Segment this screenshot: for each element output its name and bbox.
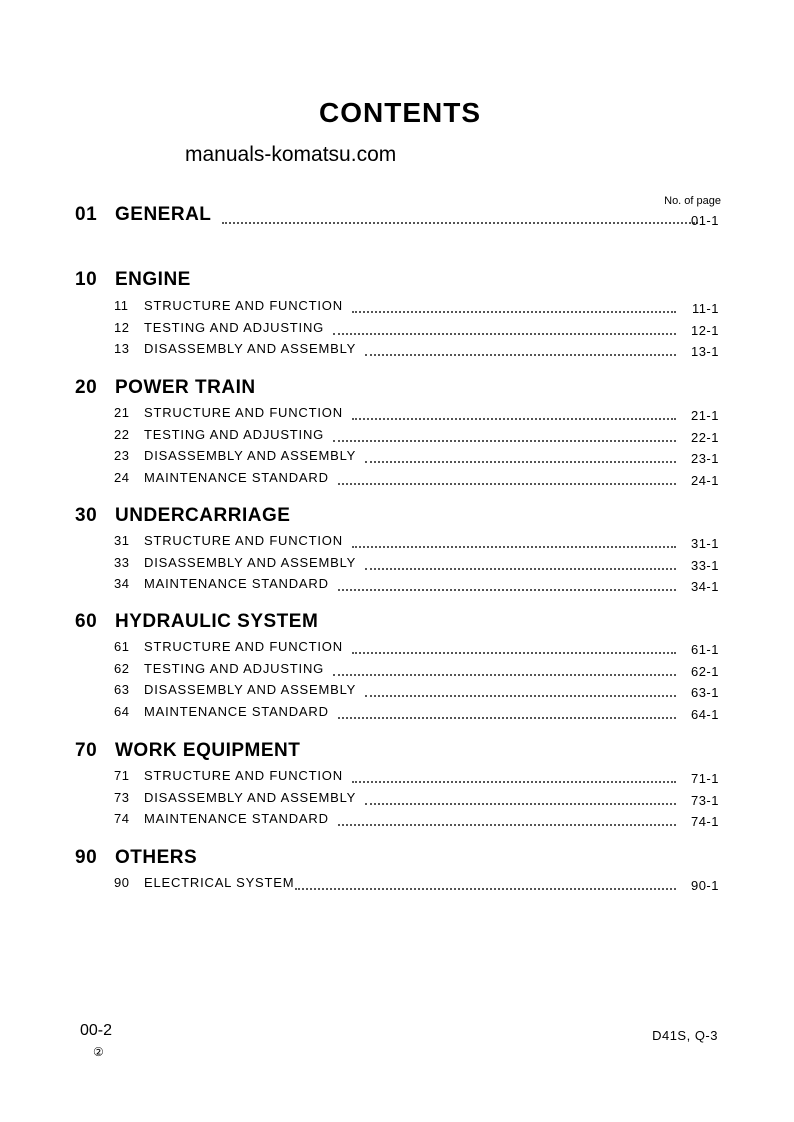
page-column-header: No. of page bbox=[664, 195, 721, 207]
toc-entry[interactable] bbox=[0, 704, 794, 726]
section-title: WORK EQUIPMENT bbox=[115, 740, 301, 761]
leader-dots bbox=[352, 780, 676, 783]
leader-dots bbox=[352, 417, 676, 420]
watermark-text: manuals-komatsu.com bbox=[185, 143, 397, 166]
entry-title: ELECTRICAL SYSTEM bbox=[144, 875, 295, 890]
entry-title: TESTING AND ADJUSTING bbox=[144, 426, 325, 442]
entry-number: 23 bbox=[114, 448, 130, 463]
leader-dots bbox=[352, 310, 676, 313]
section-heading[interactable] bbox=[0, 269, 794, 291]
section-title: HYDRAULIC SYSTEM bbox=[115, 611, 319, 632]
toc-entry[interactable] bbox=[0, 533, 794, 555]
leader-dots bbox=[365, 802, 676, 805]
footer-page-code: 00-2 bbox=[80, 1022, 113, 1039]
leader-dots bbox=[295, 887, 676, 890]
leader-dots bbox=[365, 460, 676, 463]
toc-entry[interactable] bbox=[0, 341, 794, 363]
entry-title: STRUCTURE AND FUNCTION bbox=[144, 533, 343, 548]
section-title: OTHERS bbox=[115, 847, 198, 868]
entry-title: STRUCTURE AND FUNCTION bbox=[144, 768, 343, 783]
section-heading[interactable] bbox=[0, 611, 794, 633]
toc-entry[interactable] bbox=[0, 470, 794, 492]
toc-entry[interactable] bbox=[0, 768, 794, 790]
entry-number: 22 bbox=[114, 426, 130, 442]
toc-entry[interactable] bbox=[0, 875, 794, 897]
section-heading[interactable] bbox=[0, 505, 794, 527]
toc-entry[interactable] bbox=[0, 320, 794, 342]
page-number: 24-1 bbox=[690, 472, 719, 488]
page-number: 01-1 bbox=[690, 213, 719, 228]
entry-title: STRUCTURE AND FUNCTION bbox=[144, 298, 343, 313]
entry-number: 24 bbox=[114, 469, 130, 485]
entry-title: TESTING AND ADJUSTING bbox=[144, 319, 325, 335]
entry-title: STRUCTURE AND FUNCTION bbox=[144, 405, 343, 420]
page-number: 13-1 bbox=[690, 344, 719, 359]
section-heading[interactable] bbox=[0, 740, 794, 762]
leader-dots bbox=[365, 353, 676, 356]
section-number: 70 bbox=[75, 740, 98, 761]
section-heading[interactable] bbox=[0, 204, 794, 226]
footer-revision-mark: ② bbox=[93, 1045, 104, 1059]
page-number: 22-1 bbox=[690, 429, 719, 445]
entry-title: STRUCTURE AND FUNCTION bbox=[144, 639, 343, 654]
entry-title: MAINTENANCE STANDARD bbox=[144, 703, 329, 719]
entry-number: 13 bbox=[114, 341, 130, 356]
toc-entry[interactable] bbox=[0, 555, 794, 577]
page-number: 11-1 bbox=[691, 301, 719, 316]
page-number: 23-1 bbox=[690, 451, 719, 466]
entry-title: MAINTENANCE STANDARD bbox=[144, 469, 329, 485]
section-number: 60 bbox=[75, 611, 98, 632]
leader-dots bbox=[352, 651, 676, 654]
entry-number: 34 bbox=[114, 576, 130, 591]
leader-dots bbox=[333, 673, 676, 676]
entry-number: 61 bbox=[114, 639, 130, 654]
leader-dots bbox=[338, 823, 676, 826]
leader-dots bbox=[338, 716, 676, 719]
entry-title: DISASSEMBLY AND ASSEMBLY bbox=[144, 682, 357, 697]
toc-entry[interactable] bbox=[0, 576, 794, 598]
entry-number: 64 bbox=[114, 703, 130, 719]
page-number: 64-1 bbox=[690, 706, 719, 722]
page-number: 31-1 bbox=[690, 536, 719, 551]
entry-title: TESTING AND ADJUSTING bbox=[144, 660, 325, 676]
page-number: 21-1 bbox=[690, 408, 719, 423]
toc-entry[interactable] bbox=[0, 427, 794, 449]
leader-dots bbox=[222, 221, 698, 224]
entry-number: 11 bbox=[114, 298, 129, 313]
entry-number: 33 bbox=[114, 554, 130, 570]
entry-title: MAINTENANCE STANDARD bbox=[144, 576, 329, 591]
leader-dots bbox=[338, 482, 676, 485]
entry-title: DISASSEMBLY AND ASSEMBLY bbox=[144, 341, 357, 356]
toc-entry[interactable] bbox=[0, 790, 794, 812]
leader-dots bbox=[338, 588, 676, 591]
entry-number: 62 bbox=[114, 660, 130, 676]
entry-number: 21 bbox=[114, 405, 130, 420]
section-title: GENERAL bbox=[115, 204, 212, 225]
section-heading[interactable] bbox=[0, 847, 794, 869]
page-number: 74-1 bbox=[690, 814, 719, 829]
page-number: 62-1 bbox=[690, 663, 719, 679]
section-number: 30 bbox=[75, 505, 98, 526]
entry-number: 31 bbox=[114, 533, 130, 548]
leader-dots bbox=[333, 439, 676, 442]
page-number: 12-1 bbox=[690, 322, 719, 338]
entry-number: 74 bbox=[114, 811, 130, 826]
entry-number: 12 bbox=[114, 319, 130, 335]
page-number: 73-1 bbox=[690, 792, 719, 808]
entry-number: 71 bbox=[114, 768, 130, 783]
footer-model: D41S, Q-3 bbox=[652, 1028, 718, 1043]
section-number: 90 bbox=[75, 847, 98, 868]
entry-title: MAINTENANCE STANDARD bbox=[144, 811, 329, 826]
toc-entry[interactable] bbox=[0, 682, 794, 704]
section-title: UNDERCARRIAGE bbox=[115, 505, 291, 526]
page-number: 61-1 bbox=[690, 642, 719, 657]
entry-title: DISASSEMBLY AND ASSEMBLY bbox=[144, 448, 357, 463]
entry-number: 73 bbox=[114, 789, 130, 805]
leader-dots bbox=[365, 567, 676, 570]
leader-dots bbox=[365, 694, 676, 697]
section-title: POWER TRAIN bbox=[115, 377, 256, 398]
toc-entry[interactable] bbox=[0, 811, 794, 833]
section-number: 01 bbox=[75, 204, 98, 225]
section-heading[interactable] bbox=[0, 377, 794, 399]
leader-dots bbox=[352, 545, 676, 548]
entry-title: DISASSEMBLY AND ASSEMBLY bbox=[144, 554, 357, 570]
page-number: 90-1 bbox=[690, 878, 719, 893]
page-title: CONTENTS bbox=[319, 97, 481, 128]
leader-dots bbox=[333, 332, 676, 335]
toc-entry[interactable] bbox=[0, 448, 794, 470]
section-title: ENGINE bbox=[115, 269, 191, 290]
entry-title: DISASSEMBLY AND ASSEMBLY bbox=[144, 789, 357, 805]
page-number: 34-1 bbox=[690, 579, 719, 594]
section-number: 20 bbox=[75, 377, 98, 398]
section-number: 10 bbox=[75, 269, 98, 290]
entry-number: 63 bbox=[114, 682, 130, 697]
page-number: 33-1 bbox=[690, 557, 719, 573]
toc-entry[interactable] bbox=[0, 661, 794, 683]
toc-entry[interactable] bbox=[0, 639, 794, 661]
page-number: 71-1 bbox=[690, 771, 719, 786]
page-number: 63-1 bbox=[690, 685, 719, 700]
toc-entry[interactable] bbox=[0, 405, 794, 427]
entry-number: 90 bbox=[114, 875, 130, 890]
toc-entry[interactable] bbox=[0, 298, 794, 320]
